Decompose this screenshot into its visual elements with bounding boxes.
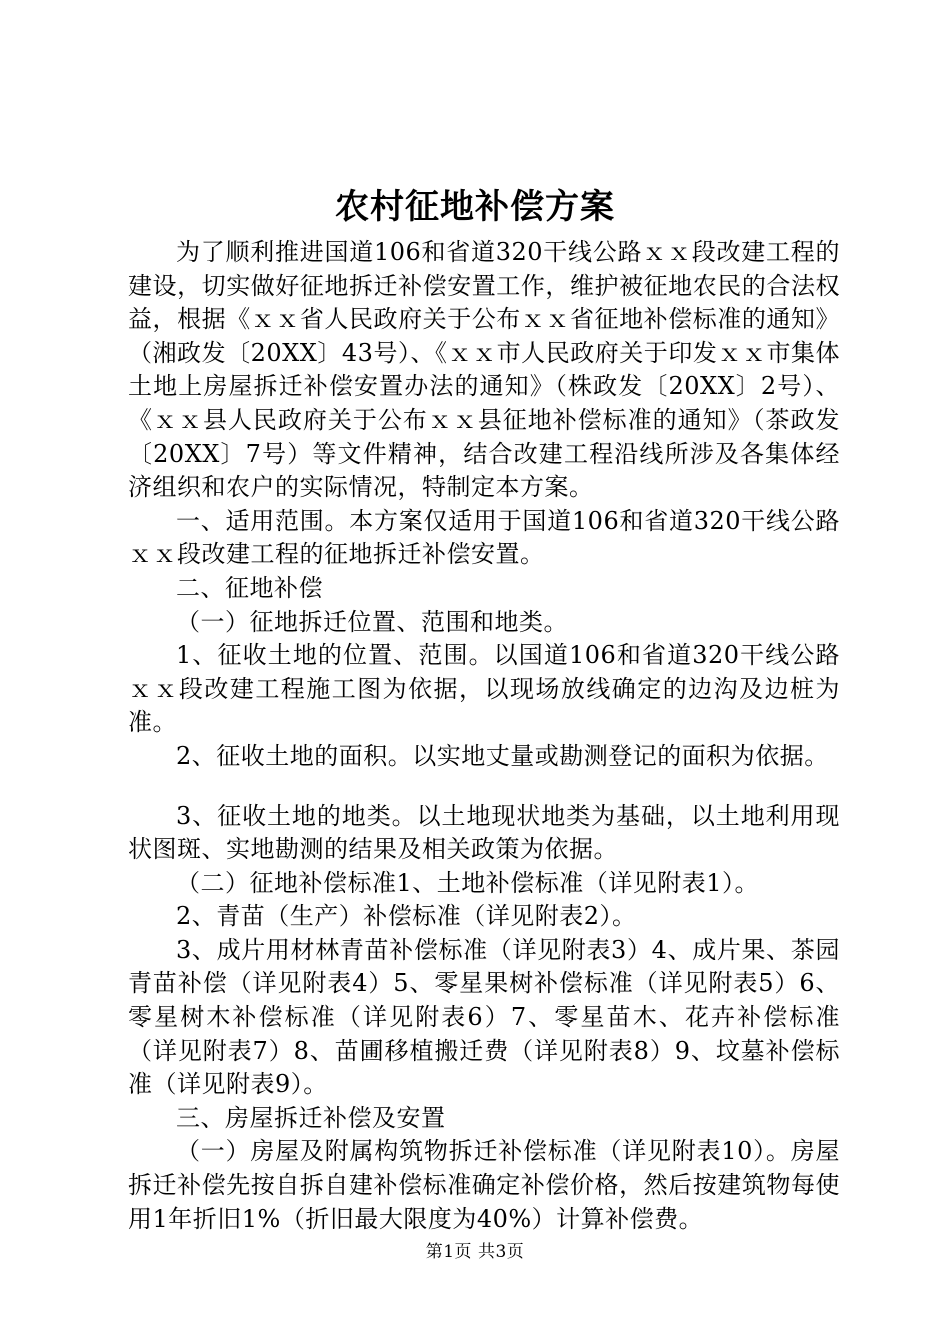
page-number-footer: 第1页 共3页: [425, 1242, 525, 1262]
subheading-compensation-standards: （二）征地补偿标准1、土地补偿标准（详见附表1）。: [176, 868, 760, 897]
paragraph-scope: 一、适用范围。本方案仅适用于国道106和省道320干线公路ｘｘ段改建工程的征地拆迁补偿安置。: [128, 506, 840, 569]
paragraph-item-2: 2、征收土地的面积。以实地丈量或勘测登记的面积为依据。: [176, 741, 829, 770]
paragraph-intro: 为了顺利推进国道106和省道320干线公路ｘｘ段改建工程的建设，切实做好征地拆迁补偿安置工作，维护被征地农民的合法权益，根据《ｘｘ省人民政府关于公布ｘｘ省征地补偿标准的通知》（湘政发〔20XX〕43号）、《ｘｘ市人民政府关于印发ｘｘ市集体土地上房屋拆迁补偿安置办法的通知》（株政发〔20XX〕2号）、《ｘｘ县人民政府关于公布ｘｘ县征地补偿标准的通知》（茶政发〔20XX〕7号）等文件精神，结合改建工程沿线所涉及各集体经济组织和农户的实际情况，特制定本方案。: [128, 238, 840, 502]
paragraph-item-1: 1、征收土地的位置、范围。以国道106和省道320干线公路ｘｘ段改建工程施工图为依据，以现场放线确定的边沟及边桩为准。: [128, 641, 840, 737]
document-title: 农村征地补偿方案: [335, 187, 615, 227]
document-body: [128, 236, 840, 1236]
heading-land-compensation: 二、征地补偿: [176, 573, 323, 602]
paragraph-seedling-standard: 2、青苗（生产）补偿标准（详见附表2）。: [176, 902, 637, 931]
heading-housing-demolition: 三、房屋拆迁补偿及安置: [176, 1103, 446, 1132]
paragraph-housing-standard: （一）房屋及附属构筑物拆迁补偿标准（详见附表10）。房屋拆迁补偿先按自拆自建补偿标准确定补偿价格，然后按建筑物每使用1年折旧1%（折旧最大限度为40%）计算补偿费。: [128, 1137, 840, 1233]
subheading-location-range: （一）征地拆迁位置、范围和地类。: [176, 607, 568, 636]
paragraph-item-3: 3、征收土地的地类。以土地现状地类为基础，以土地利用现状图斑、实地勘测的结果及相关政策为依据。: [128, 801, 840, 864]
paragraph-standards-list: 3、成片用材林青苗补偿标准（详见附表3）4、成片果、茶园青苗补偿（详见附表4）5、零星果树补偿标准（详见附表5）6、零星树木补偿标准（详见附表6）7、零星苗木、花卉补偿标准（详见附表7）8、苗圃移植搬迁费（详见附表8）9、坟墓补偿标准（详见附表9）。: [128, 935, 840, 1099]
